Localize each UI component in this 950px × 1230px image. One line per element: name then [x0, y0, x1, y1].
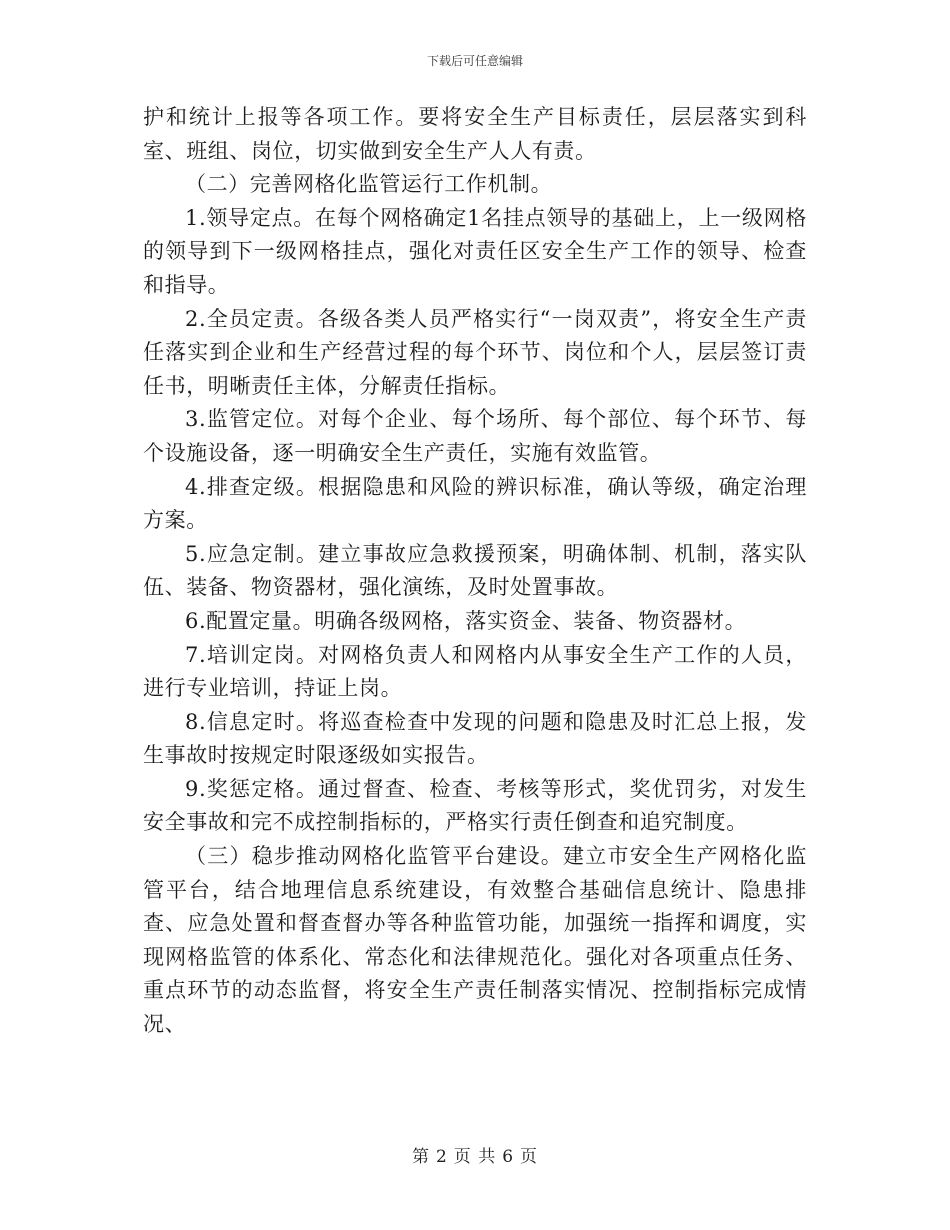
item-5-emergency-system: 5.应急定制。建立事故应急救援预案，明确体制、机制，落实队伍、装备、物资器材，强化演练，及时处置事故。	[143, 541, 807, 600]
page-middle: 页 共	[453, 1147, 497, 1167]
current-page: 2	[435, 1147, 448, 1167]
paragraph-continuation: 护和统计上报等各项工作。要将安全生产目标责任，层层落实到科室、班组、岗位，切实做到安全生产人人有责。	[143, 105, 807, 163]
section-heading-2: （二）完善网格化监管运行工作机制。	[185, 172, 553, 197]
section-heading-3: （三）稳步推动网格化监管平台建设。建立市安全生产网格化监管平台，结合地理信息系统建设，有效整合基础信息统计、隐患排查、应急处置和督查督办等各种监管功能，加强统一指挥和调度，实现网格监管的体系化、常态化和法律规范化。强化对各项重点任务、重点环节的动态监督，将安全生产责任制落实情况、控制指标完成情况、	[143, 844, 807, 1037]
header-note: 下载后可任意编辑	[426, 54, 523, 68]
item-4-inspection-level: 4.排查定级。根据隐患和风险的辨识标准，确认等级，确定治理方案。	[143, 474, 807, 533]
item-9-reward-penalty: 9.奖惩定格。通过督查、检查、考核等形式，奖优罚劣，对发生安全事故和完不成控制指标的，严格实行责任倒查和追究制度。	[143, 776, 807, 835]
page-suffix: 页	[520, 1147, 539, 1167]
page-number	[0, 1146, 950, 1168]
item-2-all-staff-duty: 2.全员定责。各级各类人员严格实行“一岗双责”，将安全生产责任落实到企业和生产经营过程的每个环节、岗位和个人，层层签订责任书，明晰责任主体，分解责任指标。	[143, 306, 807, 398]
document-body	[143, 101, 807, 1042]
item-8-information-timing: 8.信息定时。将巡查检查中发现的问题和隐患及时汇总上报，发生事故时按规定时限逐级如实报告。	[143, 709, 807, 768]
total-pages: 6	[502, 1147, 515, 1167]
item-3-supervision-position: 3.监管定位。对每个企业、每个场所、每个部位、每个环节、每个设施设备，逐一明确安全生产责任，实施有效监管。	[143, 407, 807, 465]
page-prefix: 第	[411, 1147, 430, 1167]
item-7-training-post: 7.培训定岗。对网格负责人和网格内从事安全生产工作的人员，进行专业培训，持证上岗。	[143, 642, 807, 701]
item-1-leader-point: 1.领导定点。在每个网格确定1名挂点领导的基础上，上一级网格的领导到下一级网格挂点，强化对责任区安全生产工作的领导、检查和指导。	[143, 205, 807, 297]
item-6-allocation-quantity: 6.配置定量。明确各级网格，落实资金、装备、物资器材。	[185, 608, 747, 633]
